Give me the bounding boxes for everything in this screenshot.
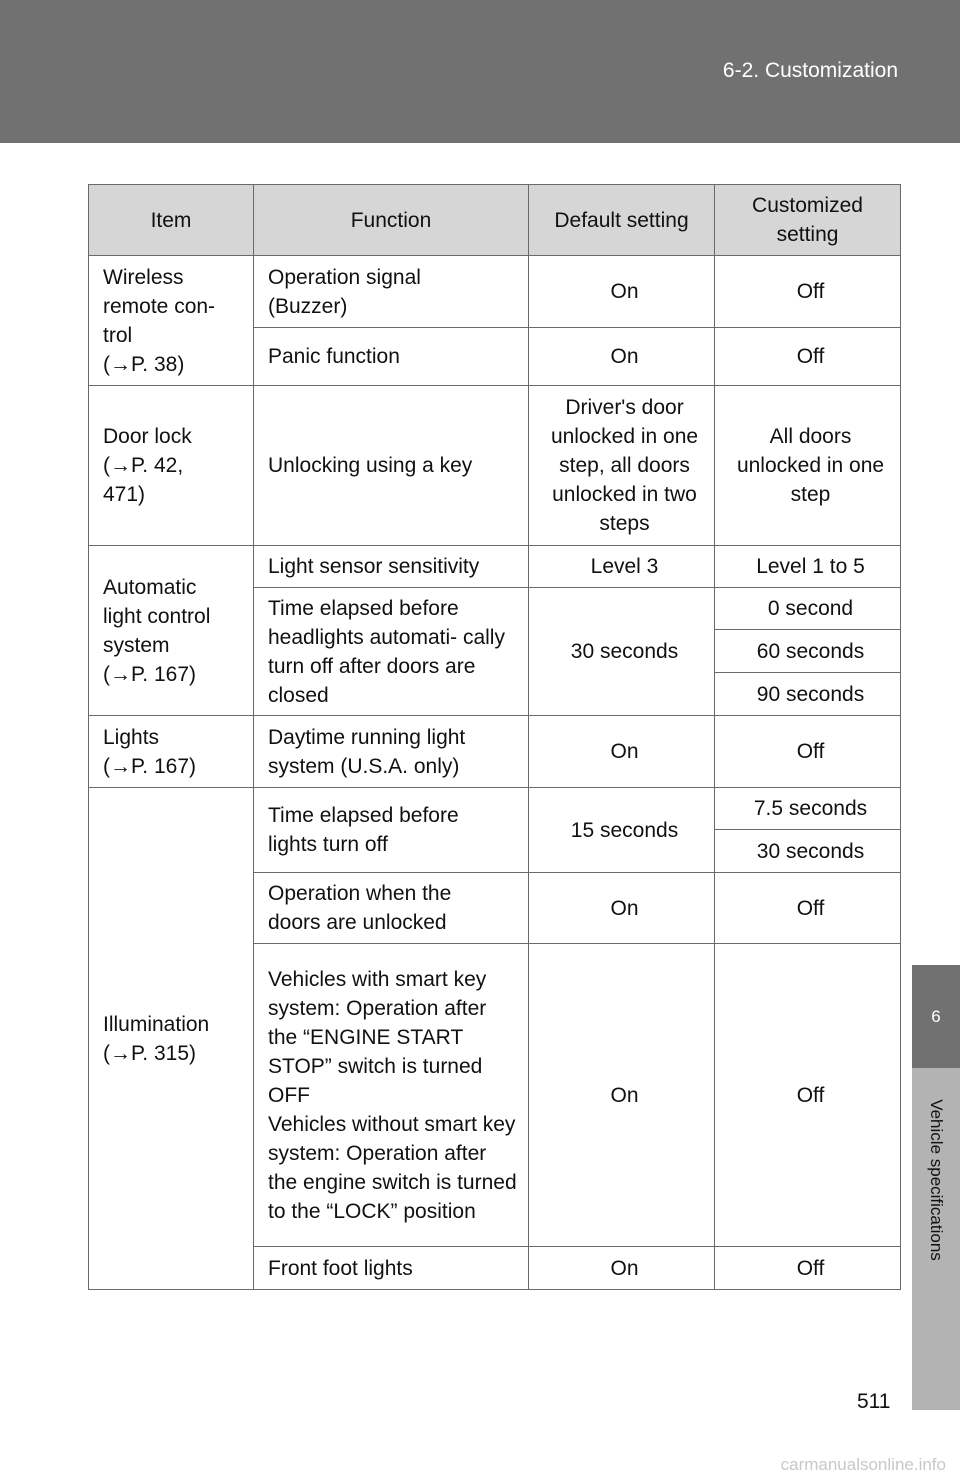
function-cell: Daytime running light system (U.S.A. only) bbox=[254, 716, 529, 788]
function-cell: Light sensor sensitivity bbox=[254, 546, 529, 588]
custom-cell: 60 seconds bbox=[715, 630, 901, 673]
function-cell: Panic function bbox=[254, 328, 529, 386]
customization-table bbox=[88, 184, 901, 1290]
table-row bbox=[89, 386, 901, 546]
function-cell: Time elapsed before headlights automati- cally turn off after doors are closed bbox=[254, 588, 529, 716]
watermark: carmanualsonline.info bbox=[780, 1455, 946, 1474]
function-cell: Front foot lights bbox=[254, 1247, 529, 1290]
function-cell: Unlocking using a key bbox=[254, 386, 529, 546]
chapter-number-tab bbox=[912, 965, 960, 1068]
default-cell: On bbox=[529, 716, 715, 788]
table-row bbox=[89, 716, 901, 788]
table-header-row bbox=[89, 185, 901, 256]
default-cell: 30 seconds bbox=[529, 588, 715, 716]
section-title: 6-2. Customization bbox=[722, 59, 898, 82]
custom-cell: Level 1 to 5 bbox=[715, 546, 901, 588]
item-cell: Door lock (→P. 42, 471) bbox=[89, 386, 254, 546]
custom-cell: 7.5 seconds bbox=[715, 788, 901, 830]
item-cell: Lights (→P. 167) bbox=[89, 716, 254, 788]
table-row bbox=[89, 256, 901, 328]
custom-cell: Off bbox=[715, 716, 901, 788]
default-cell: On bbox=[529, 256, 715, 328]
default-cell: On bbox=[529, 328, 715, 386]
function-cell: Operation when the doors are unlocked bbox=[254, 873, 529, 944]
custom-cell: All doors unlocked in one step bbox=[715, 386, 901, 546]
table-row bbox=[89, 788, 901, 830]
custom-cell: Off bbox=[715, 873, 901, 944]
default-cell: Driver's door unlocked in one step, all doors unlocked in two steps bbox=[529, 386, 715, 546]
custom-cell: Off bbox=[715, 328, 901, 386]
custom-cell: Off bbox=[715, 944, 901, 1247]
header-default-setting: Default setting bbox=[529, 185, 715, 256]
item-cell: Automatic light control system (→P. 167) bbox=[89, 546, 254, 716]
item-cell: Illumination (→P. 315) bbox=[89, 788, 254, 1290]
chapter-title: Vehicle specifications bbox=[927, 1099, 946, 1261]
default-cell: On bbox=[529, 1247, 715, 1290]
header-function: Function bbox=[254, 185, 529, 256]
custom-cell: 0 second bbox=[715, 588, 901, 630]
default-cell: On bbox=[529, 944, 715, 1247]
table-row bbox=[89, 546, 901, 588]
function-cell: Time elapsed before lights turn off bbox=[254, 788, 529, 873]
item-cell: Wireless remote con- trol (→P. 38) bbox=[89, 256, 254, 386]
custom-cell: Off bbox=[715, 256, 901, 328]
page-number: 511 bbox=[857, 1390, 891, 1413]
header-customized-setting: Customized setting bbox=[715, 185, 901, 256]
custom-cell: 30 seconds bbox=[715, 830, 901, 873]
function-cell: Vehicles with smart key system: Operation after the “ENGINE START STOP” switch is turned OFF Vehicles without smart key system: Operation after the engine switch is turned to the “LOCK” position bbox=[254, 944, 529, 1247]
custom-cell: Off bbox=[715, 1247, 901, 1290]
custom-cell: 90 seconds bbox=[715, 673, 901, 716]
default-cell: On bbox=[529, 873, 715, 944]
default-cell: Level 3 bbox=[529, 546, 715, 588]
header-item: Item bbox=[89, 185, 254, 256]
default-cell: 15 seconds bbox=[529, 788, 715, 873]
function-cell: Operation signal (Buzzer) bbox=[254, 256, 529, 328]
chapter-number: 6 bbox=[931, 1006, 941, 1026]
